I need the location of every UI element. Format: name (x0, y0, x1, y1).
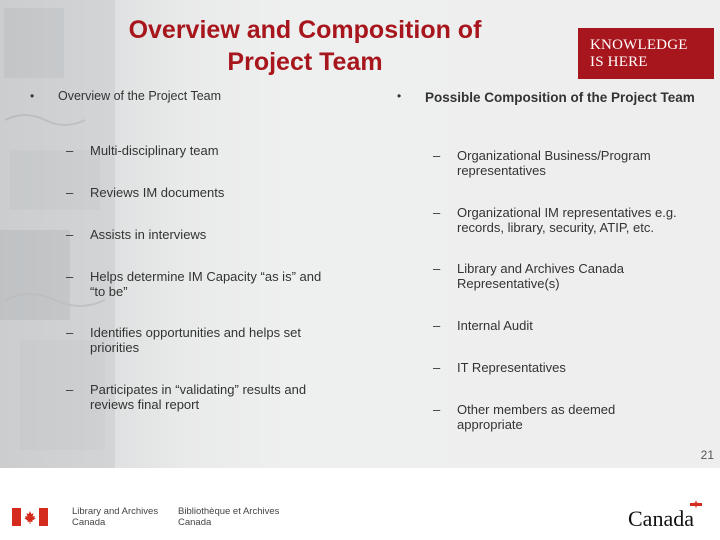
knowledge-is-here-logo (578, 28, 714, 79)
dash-marker: – (433, 205, 441, 220)
left-heading: Overview of the Project Team (58, 89, 222, 103)
dash-marker: – (66, 269, 74, 284)
footer (0, 468, 720, 540)
dash-marker: – (66, 143, 74, 158)
left-list-item: – Identifies opportunities and helps set priorities (66, 325, 302, 355)
right-list-item: – Organizational IM representatives e.g. records, library, security, ATIP, etc. (433, 205, 677, 235)
dash-marker: – (66, 325, 74, 340)
canada-flag-icon (12, 508, 48, 526)
right-list-item: – Library and Archives Canada Representative(s) (433, 261, 624, 291)
title-line-2: Project Team (227, 48, 383, 76)
lac-french-name: Bibliothèque et Archives Canada (178, 506, 280, 528)
brand-line-2: IS HERE (590, 54, 648, 70)
canada-wordmark-logo (628, 499, 712, 533)
dash-marker: – (433, 402, 441, 417)
right-list-item: – Organizational Business/Program representatives (433, 148, 651, 178)
dash-marker: – (433, 360, 441, 375)
right-list-item: – Other members as deemed appropriate (433, 402, 616, 432)
dash-marker: – (433, 318, 441, 333)
right-list-item: – Internal Audit (433, 318, 533, 333)
svg-text:Canada: Canada (628, 506, 694, 531)
right-list-item: – IT Representatives (433, 360, 566, 375)
dash-marker: – (66, 382, 74, 397)
dash-marker: – (66, 185, 74, 200)
right-heading: Possible Composition of the Project Team (425, 90, 695, 105)
dash-marker: – (66, 227, 74, 242)
left-list-item: – Multi-disciplinary team (66, 143, 219, 158)
lac-english-name: Library and Archives Canada (72, 506, 159, 528)
brand-line-1: KNOWLEDGE (590, 37, 688, 53)
bullet-right: • (397, 89, 402, 103)
page-number: 21 (700, 448, 714, 462)
left-list-item: – Reviews IM documents (66, 185, 225, 200)
bullet-left: • (30, 89, 35, 103)
dash-marker: – (433, 261, 441, 276)
left-list-item: – Participates in “validating” results and reviews final report (66, 382, 307, 412)
slide-title (95, 14, 515, 78)
left-list-item: – Assists in interviews (66, 227, 207, 242)
title-line-1: Overview and Composition of (128, 16, 482, 44)
dash-marker: – (433, 148, 441, 163)
left-list-item: – Helps determine IM Capacity “as is” and “to be” (66, 269, 322, 299)
